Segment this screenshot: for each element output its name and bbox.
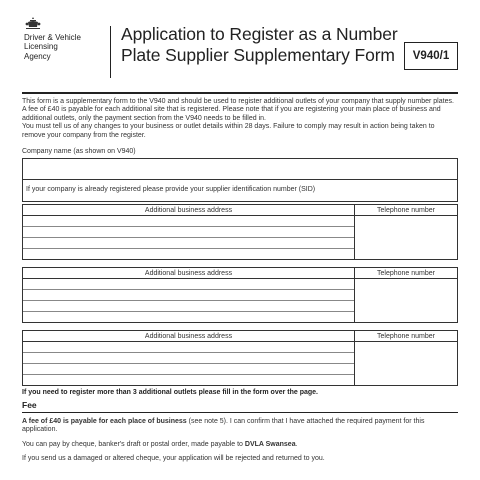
telephone-column[interactable]: [354, 331, 457, 385]
address-column: [23, 205, 354, 259]
address-line-2[interactable]: [23, 353, 354, 364]
company-name-field[interactable]: [22, 158, 458, 180]
fee-heading: Fee: [22, 400, 458, 413]
header-rule: [22, 92, 458, 94]
company-name-label: Company name (as shown on V940): [22, 148, 136, 156]
address-block-2: [22, 267, 458, 323]
address-line-3[interactable]: [23, 238, 354, 249]
fee-amount-text: A fee of £40 is payable for each place of business: [22, 418, 187, 426]
agency-line-2: Licensing: [24, 42, 58, 52]
form-title-line-1: Application to Register as a Number: [121, 24, 398, 44]
address-column: [23, 268, 354, 322]
fee-paragraph-2: [22, 441, 458, 449]
intro-paragraph-1: This form is a supplementary form to the V940 and should be used to register additional outlets of your company that supply number plates. A fee of £40 is payable for each additional site that is registered. Please note that if you are registering your main place of business and additional outlets, only the payment section from the V940 needs to be filled in.: [22, 98, 454, 122]
fee-confirm-text: (see note 5). I can confirm that I have attached the required payment for this application.: [22, 418, 425, 434]
sid-label: If your company is already registered please provide your supplier identification number (SID): [26, 186, 316, 194]
fee-paragraph-1: [22, 418, 458, 435]
address-header: Additional business address: [23, 331, 354, 342]
telephone-header: Telephone number: [355, 268, 457, 279]
intro-text: [22, 98, 458, 140]
header-divider: [110, 26, 111, 78]
agency-line-1: Driver & Vehicle: [24, 33, 81, 42]
telephone-header: Telephone number: [355, 205, 457, 216]
address-header: Additional business address: [23, 268, 354, 279]
address-block-1: [22, 204, 458, 260]
sid-field[interactable]: [22, 180, 458, 202]
address-line-4[interactable]: [23, 249, 354, 260]
form-title: [121, 24, 398, 66]
address-line-4[interactable]: [23, 312, 354, 323]
payment-end-text: .: [295, 440, 298, 448]
intro-paragraph-2: You must tell us of any changes to your business or outlet details within 28 days. Failure to comply may result in action being taken to remove your company from the register.: [22, 123, 435, 139]
more-outlets-note: If you need to register more than 3 additional outlets please fill in the form over the page.: [22, 389, 318, 397]
address-line-1[interactable]: [23, 279, 354, 290]
telephone-header: Telephone number: [355, 331, 457, 342]
address-block-3: [22, 330, 458, 386]
address-line-1[interactable]: [23, 216, 354, 227]
telephone-column[interactable]: [354, 268, 457, 322]
form-header: [22, 16, 458, 82]
telephone-column[interactable]: [354, 205, 457, 259]
address-header: Additional business address: [23, 205, 354, 216]
agency-name: [24, 33, 81, 61]
form-title-line-2: Plate Supplier Supplementary Form: [121, 45, 395, 65]
address-line-3[interactable]: [23, 301, 354, 312]
address-line-2[interactable]: [23, 227, 354, 238]
fee-paragraph-3: If you send us a damaged or altered cheque, your application will be rejected and returned to you.: [22, 455, 325, 463]
payment-methods-text: You can pay by cheque, banker's draft or postal order, made payable to: [22, 440, 245, 448]
form-page: [22, 16, 458, 470]
form-code-box: V940/1: [404, 42, 458, 70]
address-line-3[interactable]: [23, 364, 354, 375]
address-line-1[interactable]: [23, 342, 354, 353]
agency-line-3: Agency: [24, 51, 51, 61]
address-line-4[interactable]: [23, 375, 354, 386]
royal-crest-icon: [24, 16, 42, 30]
address-line-2[interactable]: [23, 290, 354, 301]
fee-section: [22, 418, 458, 464]
address-column: [23, 331, 354, 385]
payee-name: DVLA Swansea: [244, 440, 296, 448]
